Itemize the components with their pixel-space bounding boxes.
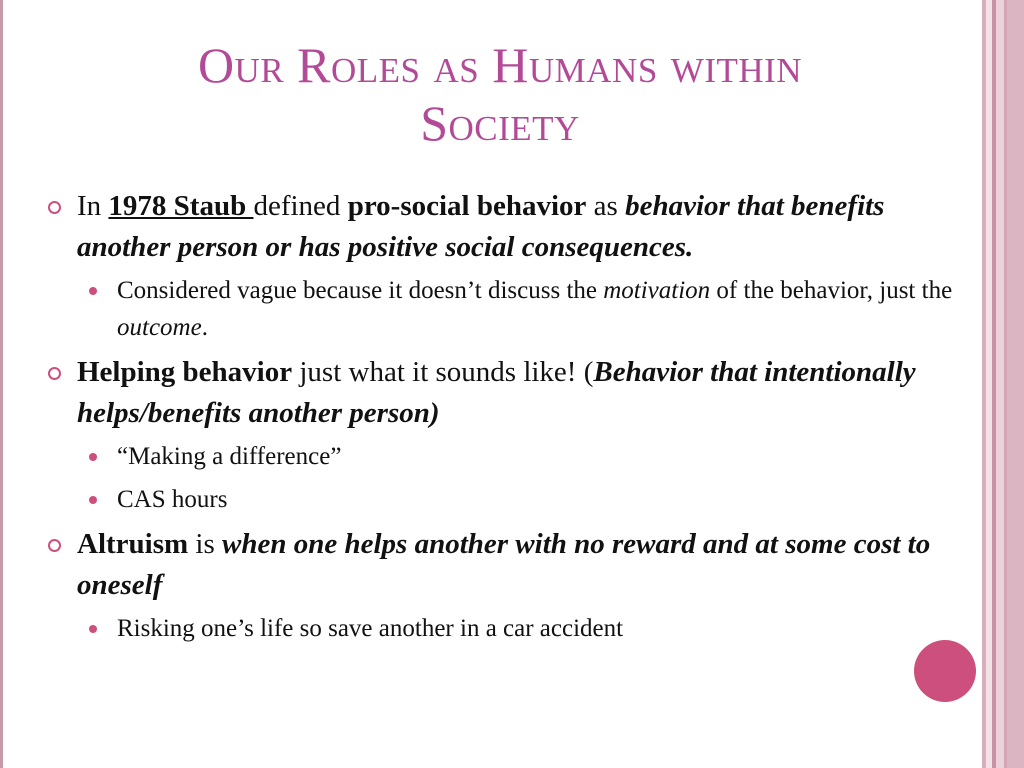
- text: of the behavior, just the: [710, 277, 953, 304]
- sub-bullet-cas: [44, 481, 968, 518]
- term-altruism: Altruism: [77, 528, 189, 560]
- text: “Making a difference”: [117, 443, 342, 470]
- slide-body: [44, 186, 968, 653]
- text: .: [201, 314, 208, 341]
- motivation-word: motivation: [603, 277, 711, 304]
- text: In: [77, 190, 109, 222]
- filled-dot-bullet-icon: [89, 625, 97, 633]
- text: defined: [253, 190, 348, 222]
- filled-dot-bullet-icon: [89, 453, 97, 461]
- definition-pro-social: behavior that benefits another person or has positive social consequences.: [77, 190, 885, 263]
- sub-bullet-risking: [44, 610, 968, 647]
- term-helping-behavior: Helping behavior: [77, 356, 293, 388]
- right-decorative-stripes: [982, 0, 1024, 768]
- filled-dot-bullet-icon: [89, 287, 97, 295]
- sub-bullet-difference: [44, 438, 968, 475]
- filled-dot-bullet-icon: [89, 496, 97, 504]
- outcome-word: outcome: [117, 314, 202, 341]
- title-line-2: Society: [420, 95, 580, 151]
- bullet-pro-social: [44, 186, 968, 268]
- staub-reference: 1978 Staub: [108, 190, 254, 222]
- term-pro-social: pro-social behavior: [347, 190, 587, 222]
- text: is: [188, 528, 223, 560]
- bullet-helping-behavior: [44, 352, 968, 434]
- slide-title: [60, 36, 940, 152]
- hollow-circle-bullet-icon: [48, 201, 61, 214]
- sub-bullet-vague: [44, 272, 968, 346]
- text: Considered vague because it doesn’t discuss the: [117, 277, 604, 304]
- definition-altruism: when one helps another with no reward and at some cost to oneself: [77, 528, 931, 601]
- text: CAS hours: [117, 486, 228, 513]
- hollow-circle-bullet-icon: [48, 539, 61, 552]
- title-line-1: Our Roles as Humans within: [197, 37, 803, 93]
- text: Risking one’s life so save another in a car accident: [117, 615, 624, 642]
- hollow-circle-bullet-icon: [48, 367, 61, 380]
- bullet-altruism: [44, 524, 968, 606]
- stripe: [1007, 0, 1024, 768]
- left-border-stripe: [0, 0, 3, 768]
- text: as: [586, 190, 618, 222]
- stripe: [996, 0, 1004, 768]
- definition-helping-behavior: Behavior that intentionally helps/benefits another person): [77, 356, 916, 429]
- text: just what it sounds like! (: [292, 356, 594, 388]
